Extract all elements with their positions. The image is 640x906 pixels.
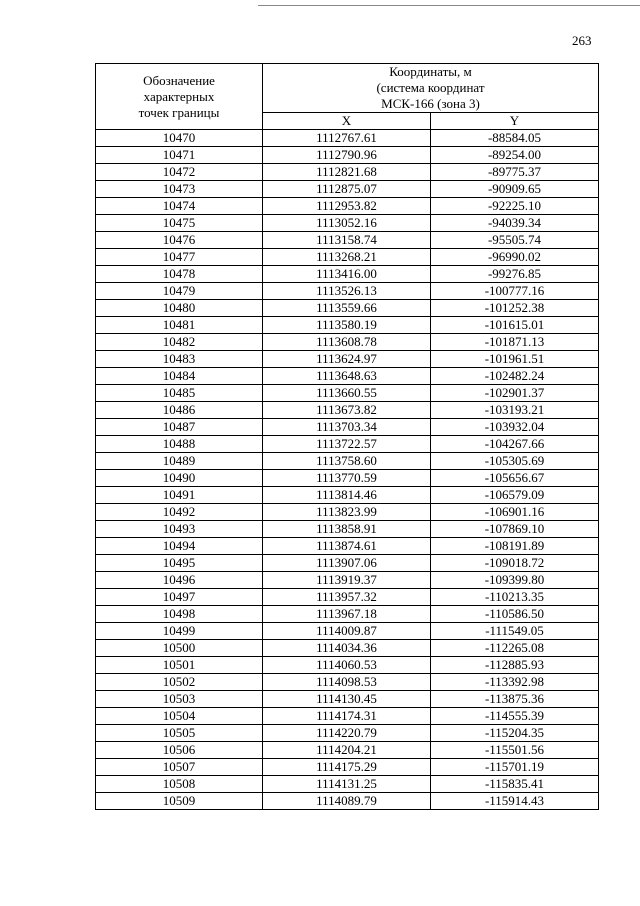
page-number: 263 — [572, 33, 592, 48]
x-coordinate-cell: 1112767.61 — [263, 130, 431, 147]
y-coordinate-cell: -106901.16 — [431, 504, 599, 521]
point-id-cell: 10502 — [96, 674, 263, 691]
x-coordinate-cell: 1113526.13 — [263, 283, 431, 300]
y-coordinate-cell: -90909.65 — [431, 181, 599, 198]
point-id-cell: 10494 — [96, 538, 263, 555]
y-coordinate-cell: -101961.51 — [431, 351, 599, 368]
x-coordinate-cell: 1113648.63 — [263, 368, 431, 385]
table-row — [96, 283, 599, 300]
table-row — [96, 657, 599, 674]
x-coordinate-cell: 1112821.68 — [263, 164, 431, 181]
table-row — [96, 334, 599, 351]
x-coordinate-cell: 1113957.32 — [263, 589, 431, 606]
x-coordinate-cell: 1113660.55 — [263, 385, 431, 402]
point-id-cell: 10482 — [96, 334, 263, 351]
x-coordinate-cell: 1114089.79 — [263, 793, 431, 810]
y-coordinate-cell: -115835.41 — [431, 776, 599, 793]
x-coordinate-cell: 1112953.82 — [263, 198, 431, 215]
point-id-cell: 10493 — [96, 521, 263, 538]
point-id-cell: 10477 — [96, 249, 263, 266]
x-coordinate-cell: 1113624.97 — [263, 351, 431, 368]
y-coordinate-cell: -111549.05 — [431, 623, 599, 640]
x-coordinate-cell: 1113858.91 — [263, 521, 431, 538]
table-row — [96, 470, 599, 487]
table-row — [96, 589, 599, 606]
table-row — [96, 232, 599, 249]
header-point-line-1: Обозначение — [143, 72, 215, 88]
header-y: Y — [431, 113, 599, 130]
top-rule — [258, 5, 640, 6]
table-body — [96, 130, 599, 810]
point-id-cell: 10495 — [96, 555, 263, 572]
table-row — [96, 300, 599, 317]
table-row — [96, 368, 599, 385]
x-coordinate-cell: 1114174.31 — [263, 708, 431, 725]
x-coordinate-cell: 1113770.59 — [263, 470, 431, 487]
point-id-cell: 10504 — [96, 708, 263, 725]
x-coordinate-cell: 1113919.37 — [263, 572, 431, 589]
table-row — [96, 164, 599, 181]
table-row — [96, 674, 599, 691]
table-row — [96, 504, 599, 521]
point-id-cell: 10503 — [96, 691, 263, 708]
y-coordinate-cell: -102482.24 — [431, 368, 599, 385]
y-coordinate-cell: -100777.16 — [431, 283, 599, 300]
x-coordinate-cell: 1114009.87 — [263, 623, 431, 640]
y-coordinate-cell: -113392.98 — [431, 674, 599, 691]
y-coordinate-cell: -110586.50 — [431, 606, 599, 623]
x-coordinate-cell: 1112790.96 — [263, 147, 431, 164]
point-id-cell: 10498 — [96, 606, 263, 623]
table-row — [96, 538, 599, 555]
x-coordinate-cell: 1113814.46 — [263, 487, 431, 504]
x-coordinate-cell: 1113823.99 — [263, 504, 431, 521]
y-coordinate-cell: -115204.35 — [431, 725, 599, 742]
table-row — [96, 708, 599, 725]
point-id-cell: 10478 — [96, 266, 263, 283]
y-coordinate-cell: -108191.89 — [431, 538, 599, 555]
x-coordinate-cell: 1114204.21 — [263, 742, 431, 759]
x-coordinate-cell: 1113580.19 — [263, 317, 431, 334]
point-id-cell: 10480 — [96, 300, 263, 317]
table-header — [96, 64, 599, 130]
y-coordinate-cell: -109018.72 — [431, 555, 599, 572]
table-row — [96, 266, 599, 283]
x-coordinate-cell: 1114175.29 — [263, 759, 431, 776]
point-id-cell: 10489 — [96, 453, 263, 470]
point-id-cell: 10475 — [96, 215, 263, 232]
y-coordinate-cell: -112265.08 — [431, 640, 599, 657]
point-id-cell: 10485 — [96, 385, 263, 402]
header-point-designation — [96, 64, 263, 130]
table-row — [96, 742, 599, 759]
table-row — [96, 436, 599, 453]
point-id-cell: 10487 — [96, 419, 263, 436]
x-coordinate-cell: 1113559.66 — [263, 300, 431, 317]
table-row — [96, 419, 599, 436]
y-coordinate-cell: -99276.85 — [431, 266, 599, 283]
x-coordinate-cell: 1114131.25 — [263, 776, 431, 793]
header-coords-line-2: (система координат — [376, 80, 485, 95]
point-id-cell: 10471 — [96, 147, 263, 164]
x-coordinate-cell: 1113673.82 — [263, 402, 431, 419]
y-coordinate-cell: -112885.93 — [431, 657, 599, 674]
point-id-cell: 10479 — [96, 283, 263, 300]
point-id-cell: 10486 — [96, 402, 263, 419]
header-coords-line-1: Координаты, м — [389, 64, 472, 79]
x-coordinate-cell: 1113268.21 — [263, 249, 431, 266]
point-id-cell: 10501 — [96, 657, 263, 674]
point-id-cell: 10496 — [96, 572, 263, 589]
y-coordinate-cell: -114555.39 — [431, 708, 599, 725]
point-id-cell: 10470 — [96, 130, 263, 147]
point-id-cell: 10497 — [96, 589, 263, 606]
x-coordinate-cell: 1113907.06 — [263, 555, 431, 572]
point-id-cell: 10491 — [96, 487, 263, 504]
point-id-cell: 10472 — [96, 164, 263, 181]
x-coordinate-cell: 1114034.36 — [263, 640, 431, 657]
table-row — [96, 725, 599, 742]
table-row — [96, 181, 599, 198]
x-coordinate-cell: 1112875.07 — [263, 181, 431, 198]
y-coordinate-cell: -109399.80 — [431, 572, 599, 589]
header-x: X — [263, 113, 431, 130]
table-row — [96, 198, 599, 215]
y-coordinate-cell: -115701.19 — [431, 759, 599, 776]
x-coordinate-cell: 1113703.34 — [263, 419, 431, 436]
table-row — [96, 776, 599, 793]
table-row — [96, 385, 599, 402]
y-coordinate-cell: -115501.56 — [431, 742, 599, 759]
y-coordinate-cell: -89254.00 — [431, 147, 599, 164]
y-coordinate-cell: -88584.05 — [431, 130, 599, 147]
table-row — [96, 130, 599, 147]
x-coordinate-cell: 1113967.18 — [263, 606, 431, 623]
y-coordinate-cell: -101871.13 — [431, 334, 599, 351]
y-coordinate-cell: -101615.01 — [431, 317, 599, 334]
x-coordinate-cell: 1114130.45 — [263, 691, 431, 708]
header-point-line-3: точек границы — [138, 104, 220, 120]
x-coordinate-cell: 1113722.57 — [263, 436, 431, 453]
point-id-cell: 10481 — [96, 317, 263, 334]
table-row — [96, 691, 599, 708]
header-coords-line-3: МСК-166 (зона 3) — [381, 96, 480, 111]
table-row — [96, 215, 599, 232]
point-id-cell: 10505 — [96, 725, 263, 742]
point-id-cell: 10492 — [96, 504, 263, 521]
x-coordinate-cell: 1113608.78 — [263, 334, 431, 351]
y-coordinate-cell: -103932.04 — [431, 419, 599, 436]
y-coordinate-cell: -104267.66 — [431, 436, 599, 453]
x-coordinate-cell: 1114220.79 — [263, 725, 431, 742]
y-coordinate-cell: -106579.09 — [431, 487, 599, 504]
table-row — [96, 759, 599, 776]
table-row — [96, 623, 599, 640]
y-coordinate-cell: -89775.37 — [431, 164, 599, 181]
point-id-cell: 10507 — [96, 759, 263, 776]
y-coordinate-cell: -103193.21 — [431, 402, 599, 419]
y-coordinate-cell: -102901.37 — [431, 385, 599, 402]
point-id-cell: 10484 — [96, 368, 263, 385]
x-coordinate-cell: 1114060.53 — [263, 657, 431, 674]
y-coordinate-cell: -105305.69 — [431, 453, 599, 470]
x-coordinate-cell: 1113158.74 — [263, 232, 431, 249]
table-row — [96, 249, 599, 266]
point-id-cell: 10473 — [96, 181, 263, 198]
y-coordinate-cell: -96990.02 — [431, 249, 599, 266]
point-id-cell: 10474 — [96, 198, 263, 215]
y-coordinate-cell: -94039.34 — [431, 215, 599, 232]
header-coordinates-group — [263, 64, 599, 113]
point-id-cell: 10500 — [96, 640, 263, 657]
point-id-cell: 10476 — [96, 232, 263, 249]
point-id-cell: 10483 — [96, 351, 263, 368]
x-coordinate-cell: 1113416.00 — [263, 266, 431, 283]
point-id-cell: 10490 — [96, 470, 263, 487]
y-coordinate-cell: -113875.36 — [431, 691, 599, 708]
table-row — [96, 640, 599, 657]
y-coordinate-cell: -115914.43 — [431, 793, 599, 810]
y-coordinate-cell: -101252.38 — [431, 300, 599, 317]
table-row — [96, 606, 599, 623]
table-row — [96, 402, 599, 419]
y-coordinate-cell: -95505.74 — [431, 232, 599, 249]
y-coordinate-cell: -105656.67 — [431, 470, 599, 487]
table-row — [96, 351, 599, 368]
point-id-cell: 10488 — [96, 436, 263, 453]
table-row — [96, 572, 599, 589]
table-row — [96, 317, 599, 334]
table-row — [96, 147, 599, 164]
x-coordinate-cell: 1113758.60 — [263, 453, 431, 470]
table-row — [96, 555, 599, 572]
table-row — [96, 793, 599, 810]
point-id-cell: 10509 — [96, 793, 263, 810]
table-row — [96, 521, 599, 538]
header-point-line-2: характерных — [143, 88, 215, 104]
y-coordinate-cell: -110213.35 — [431, 589, 599, 606]
x-coordinate-cell: 1113052.16 — [263, 215, 431, 232]
point-id-cell: 10499 — [96, 623, 263, 640]
table-row — [96, 487, 599, 504]
x-coordinate-cell: 1113874.61 — [263, 538, 431, 555]
point-id-cell: 10506 — [96, 742, 263, 759]
point-id-cell: 10508 — [96, 776, 263, 793]
y-coordinate-cell: -92225.10 — [431, 198, 599, 215]
x-coordinate-cell: 1114098.53 — [263, 674, 431, 691]
y-coordinate-cell: -107869.10 — [431, 521, 599, 538]
coordinates-table — [95, 63, 599, 810]
table-row — [96, 453, 599, 470]
